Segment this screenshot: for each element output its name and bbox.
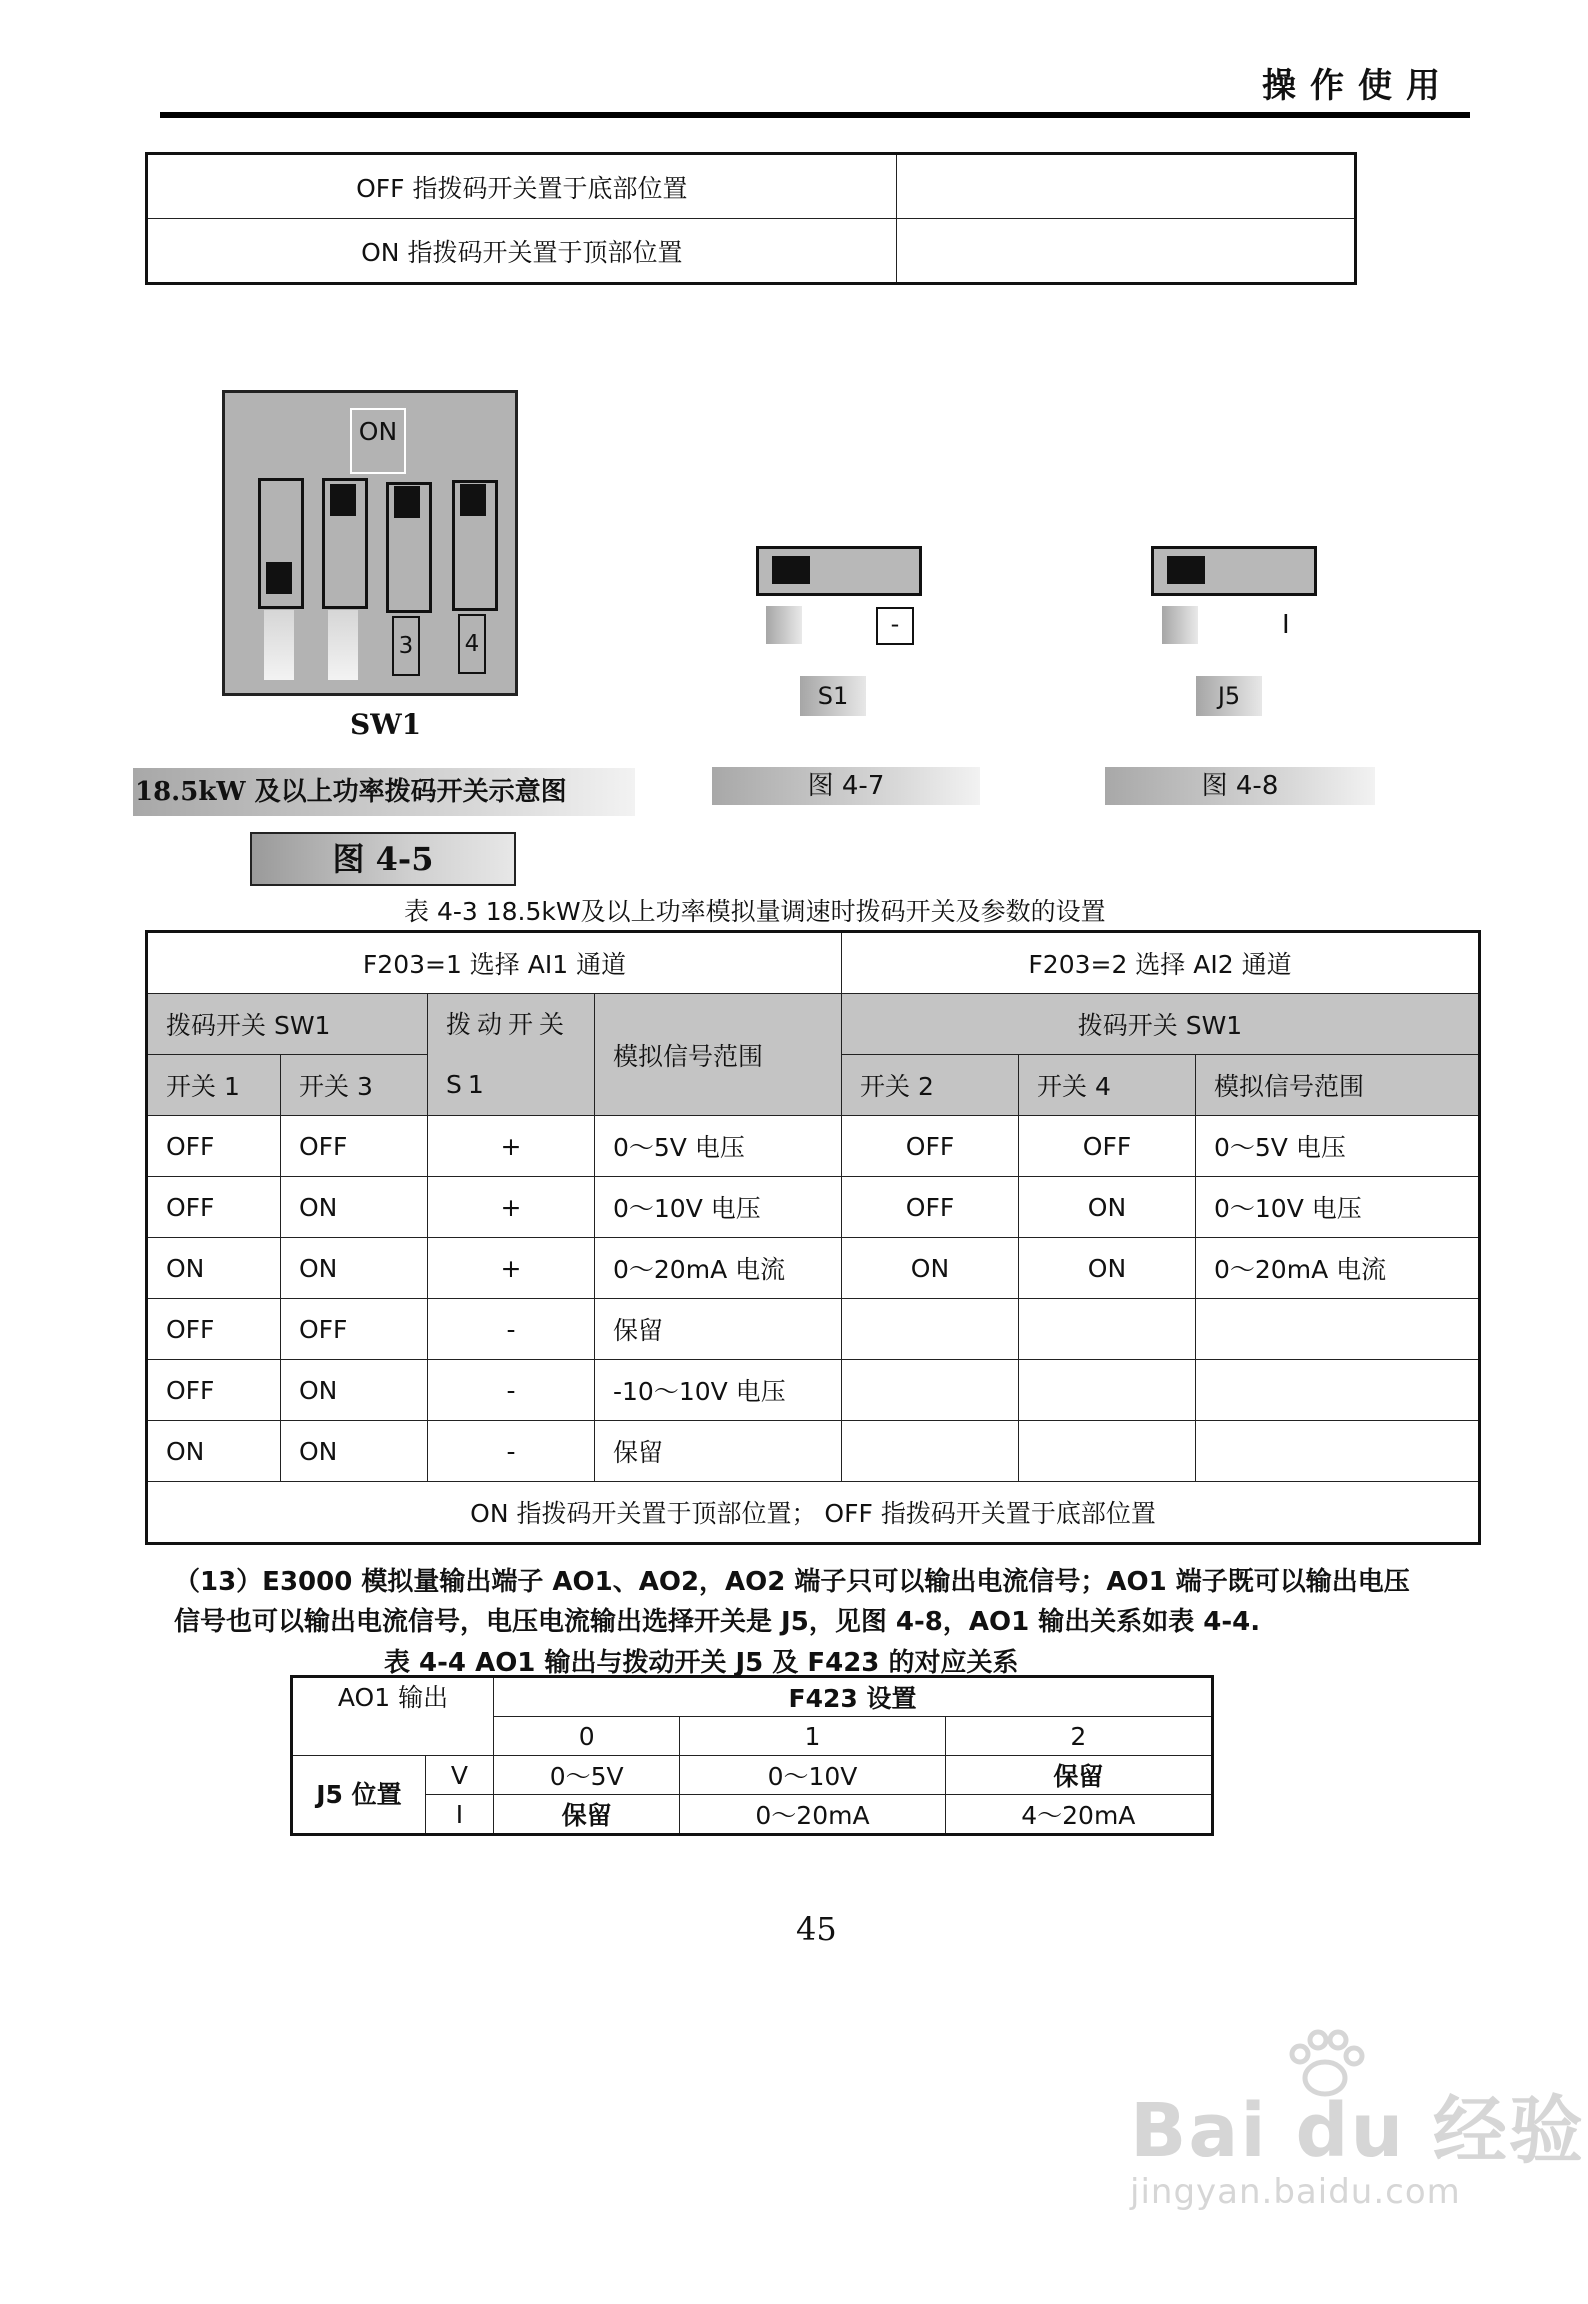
table-cell: OFF	[281, 1116, 428, 1177]
table-cell	[1196, 1299, 1480, 1360]
paragraph-line-1: （13）E3000 模拟量输出端子 AO1、AO2，AO2 端子只可以输出电流信号；AO1 端子既可以输出电压	[174, 1567, 1410, 1597]
ao1-output-header: AO1 输出	[292, 1677, 494, 1756]
table-cell: ON	[147, 1238, 281, 1299]
table-cell: 0～5V 电压	[595, 1116, 842, 1177]
switch-3-header: 开关 3	[281, 1055, 428, 1116]
table-cell	[842, 1421, 1019, 1482]
table-cell: 0～10V	[680, 1756, 945, 1795]
table-row	[147, 1177, 1480, 1238]
table-cell: +	[428, 1116, 595, 1177]
table-header-row	[147, 932, 1480, 994]
switch-4-header: 开关 4	[1019, 1055, 1196, 1116]
table-cell	[842, 1299, 1019, 1360]
table-cell	[1019, 1360, 1196, 1421]
s1-plus-position-marker	[766, 606, 802, 644]
table-cell: 0～5V 电压	[1196, 1116, 1480, 1177]
table-cell: ON	[1019, 1177, 1196, 1238]
setting-2-header: 2	[945, 1717, 1212, 1756]
baidu-jingyan-watermark	[1130, 2072, 1585, 2212]
table-cell: +	[428, 1238, 595, 1299]
table-cell: -10～10V 电压	[595, 1360, 842, 1421]
s1-header-line1: 拨动开关	[446, 1009, 571, 1039]
table-cell: OFF 指拨码开关置于底部位置	[147, 154, 897, 219]
table-header-row	[147, 994, 1480, 1055]
table-header-row	[292, 1677, 1213, 1717]
sw1-label: SW1	[350, 708, 422, 741]
table-cell: ON	[281, 1360, 428, 1421]
range-header-left: 模拟信号范围	[595, 994, 842, 1116]
table-cell	[1019, 1421, 1196, 1482]
table-4-4	[290, 1675, 1214, 1836]
page-number: 45	[796, 1910, 837, 1948]
table-cell: ON	[1019, 1238, 1196, 1299]
table-row	[292, 1795, 1213, 1835]
j5-v-position-marker	[1162, 606, 1198, 644]
table-cell: ON	[281, 1421, 428, 1482]
watermark-url: jingyan.baidu.com	[1130, 2172, 1461, 2212]
table-row	[147, 1299, 1480, 1360]
table-cell: OFF	[147, 1177, 281, 1238]
channel-ai1-header: F203=1 选择 AI1 通道	[147, 932, 842, 994]
f423-setting-header: F423 设置	[494, 1677, 1213, 1717]
table-row	[147, 1421, 1480, 1482]
table-cell: +	[428, 1177, 595, 1238]
s1-minus-marker: -	[876, 607, 914, 645]
header-rule	[160, 112, 1470, 118]
table-cell: -	[428, 1360, 595, 1421]
dip-knob-1	[266, 562, 292, 594]
table-cell: 0～10V 电压	[1196, 1177, 1480, 1238]
page-header-title: 操作使用	[1262, 66, 1454, 106]
s1-header-line2: S1	[446, 1069, 490, 1099]
switch-1-header: 开关 1	[147, 1055, 281, 1116]
range-header-right: 模拟信号范围	[1196, 1055, 1480, 1116]
figure-4-8-caption: 图 4-8	[1105, 767, 1375, 805]
table-cell: 保留	[494, 1795, 680, 1835]
table-cell	[896, 154, 1355, 219]
paw-icon	[1280, 2028, 1370, 2098]
table-4-3	[145, 930, 1481, 1545]
s1-header	[428, 994, 595, 1116]
setting-1-header: 1	[680, 1717, 945, 1756]
table-row	[147, 1238, 1480, 1299]
table-cell: 保留	[595, 1421, 842, 1482]
setting-0-header: 0	[494, 1717, 680, 1756]
table-cell: 0～20mA 电流	[1196, 1238, 1480, 1299]
table-cell	[842, 1360, 1019, 1421]
table-cell: OFF	[842, 1177, 1019, 1238]
table-4-3-footer: ON 指拨码开关置于顶部位置； OFF 指拨码开关置于底部位置	[147, 1482, 1480, 1544]
j5-tag: J5	[1196, 676, 1262, 716]
table-cell	[896, 219, 1355, 284]
table-cell: 0～5V	[494, 1756, 680, 1795]
sw1-right-header: 拨码开关 SW1	[842, 994, 1480, 1055]
table-row	[147, 219, 1356, 284]
table-cell: 4～20mA	[945, 1795, 1212, 1835]
table-4-4-title: 表 4-4 AO1 输出与拨动开关 J5 及 F423 的对应关系	[384, 1648, 1019, 1678]
table-4-3-title: 表 4-3 18.5kW及以上功率模拟量调速时拨码开关及参数的设置	[404, 897, 1106, 926]
table-cell: ON	[147, 1421, 281, 1482]
table-cell: OFF	[147, 1299, 281, 1360]
table-cell: 0～20mA 电流	[595, 1238, 842, 1299]
table-cell: V	[425, 1756, 493, 1795]
on-label: ON	[350, 408, 406, 474]
table-cell: 0～10V 电压	[595, 1177, 842, 1238]
table-cell: OFF	[1019, 1116, 1196, 1177]
dip-knob-3	[394, 486, 420, 518]
watermark-brand: Bai du 经验	[1130, 2088, 1585, 2174]
j5-i-marker: I	[1282, 610, 1290, 640]
switch-2-header: 开关 2	[842, 1055, 1019, 1116]
table-cell: OFF	[147, 1116, 281, 1177]
figure-4-7-caption: 图 4-7	[712, 767, 980, 805]
figure-main-caption: 18.5kW 及以上功率拨码开关示意图	[133, 768, 635, 816]
dip-number-3: 3	[392, 616, 420, 676]
table-row	[147, 1116, 1480, 1177]
table-cell: 保留	[945, 1756, 1212, 1795]
table-cell: OFF	[842, 1116, 1019, 1177]
table-cell: -	[428, 1421, 595, 1482]
j5-switch-knob	[1167, 556, 1205, 584]
table-cell	[1196, 1421, 1480, 1482]
table-cell: 保留	[595, 1299, 842, 1360]
table-cell: ON	[281, 1177, 428, 1238]
table-cell: -	[428, 1299, 595, 1360]
sw1-left-header: 拨码开关 SW1	[147, 994, 428, 1055]
table-footer-row	[147, 1482, 1480, 1544]
table-cell: 0～20mA	[680, 1795, 945, 1835]
table-cell	[1196, 1360, 1480, 1421]
ao1-description-paragraph	[174, 1562, 1474, 1642]
s1-tag: S1	[800, 676, 866, 716]
table-cell: ON	[281, 1238, 428, 1299]
dip-knob-4	[460, 484, 486, 516]
table-row	[147, 1360, 1480, 1421]
dip-knob-2	[330, 484, 356, 516]
table-cell: ON 指拨码开关置于顶部位置	[147, 219, 897, 284]
figure-4-5-caption: 图 4-5	[250, 832, 516, 886]
switch-position-note-table	[145, 152, 1357, 285]
table-cell: OFF	[281, 1299, 428, 1360]
s1-switch-knob	[772, 556, 810, 584]
table-row	[292, 1756, 1213, 1795]
table-cell	[1019, 1299, 1196, 1360]
table-cell: I	[425, 1795, 493, 1835]
dip-shadow-1	[264, 610, 294, 680]
dip-number-4: 4	[458, 614, 486, 674]
table-cell: OFF	[147, 1360, 281, 1421]
paragraph-line-2: 信号也可以输出电流信号，电压电流输出选择开关是 J5，见图 4-8，AO1 输出关系如表 4-4.	[174, 1607, 1261, 1637]
j5-position-label: J5 位置	[292, 1756, 426, 1835]
dip-shadow-2	[328, 610, 358, 680]
channel-ai2-header: F203=2 选择 AI2 通道	[842, 932, 1480, 994]
table-cell: ON	[842, 1238, 1019, 1299]
table-row	[147, 154, 1356, 219]
